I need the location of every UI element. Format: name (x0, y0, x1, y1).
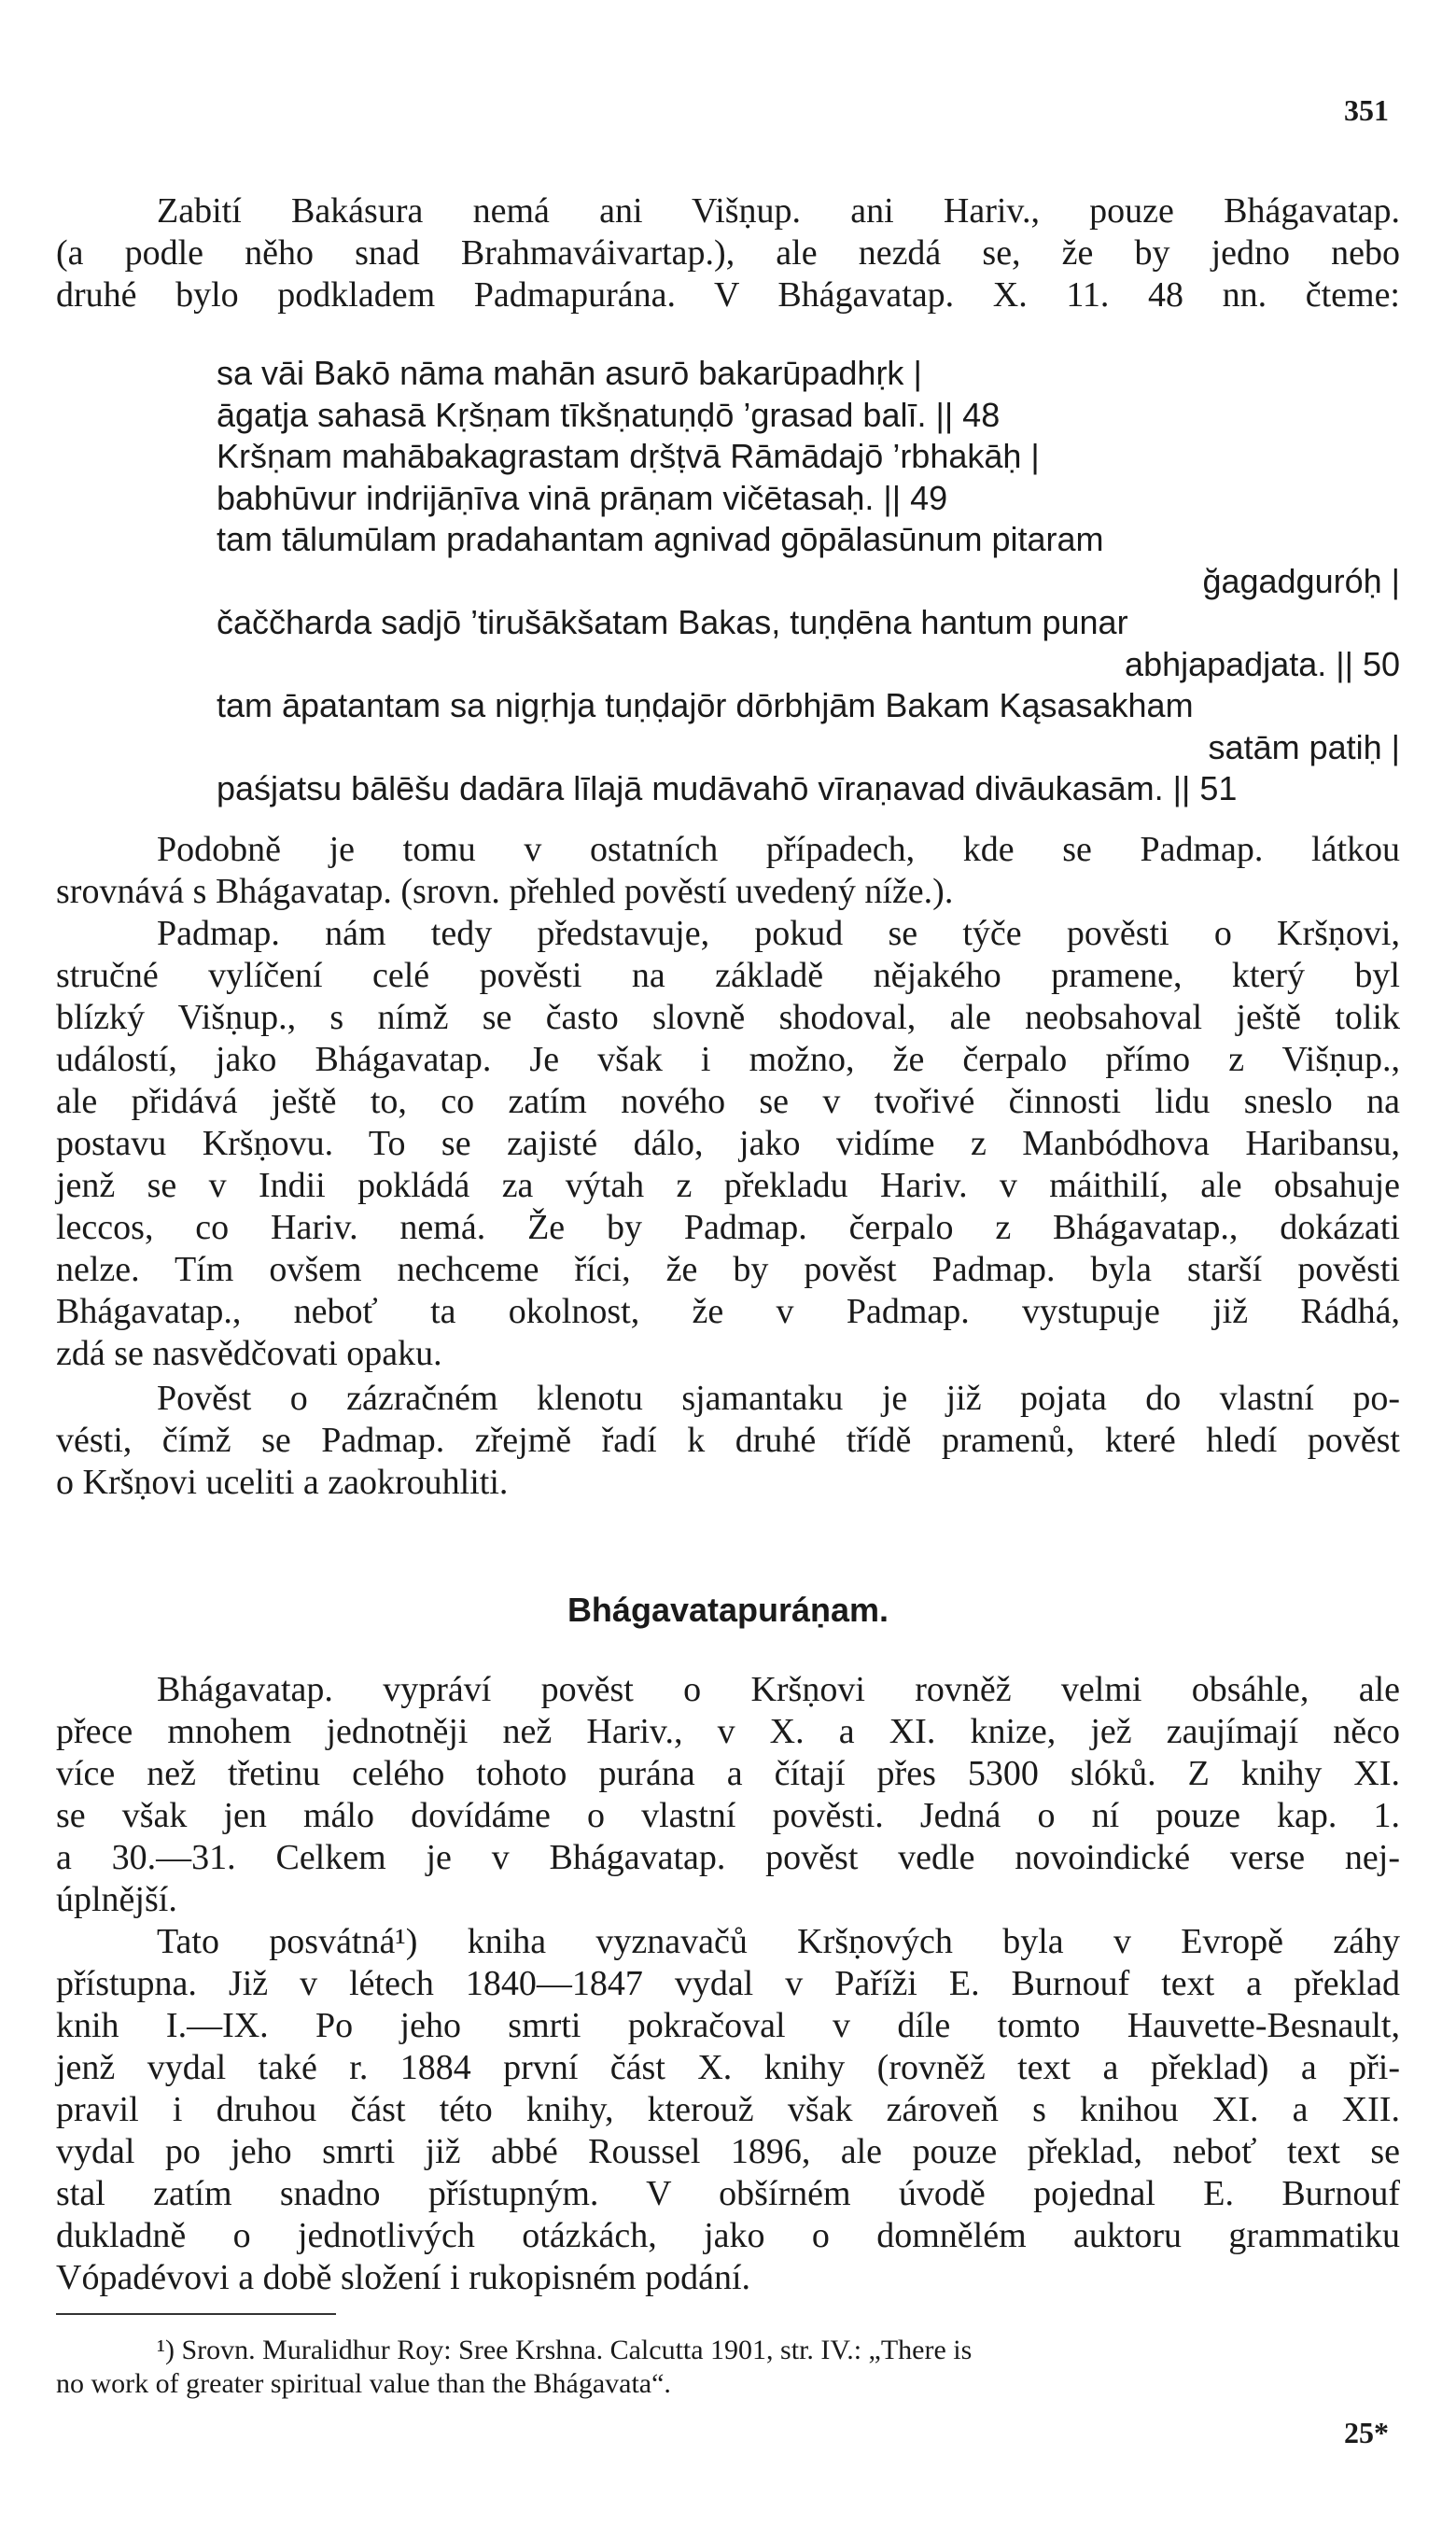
verse-line: sa vāi Bakō nāma mahān asurō bakarūpadhṛk | (217, 354, 922, 392)
verse-line: tam tālumūlam pradahantam agnivad gōpālasūnum pitaram (217, 520, 1104, 558)
text-line: druhé bylo podkladem Padmapurána. V Bhágavatap. X. 11. 48 nn. čteme: (56, 275, 1400, 315)
text-line: jenž vydal také r. 1884 první část X. knihy (rovněž text a překlad) a při- (56, 2048, 1400, 2087)
verse-line: tam āpatantam sa nigṛhja tuṇḍajōr dōrbhjām Bakam Kąsasakham (217, 686, 1194, 724)
verse-line: satām patiḥ | (1208, 727, 1400, 766)
text-line: Pověst o zázračném klenotu sjamantaku je již pojata do vlastní po- (157, 1379, 1400, 1418)
paragraph-6 (56, 1921, 1400, 2299)
text-line: více než třetinu celého tohoto purána a čítají přes 5300 slóků. Z knihy XI. (56, 1754, 1400, 1793)
signature-mark: 25* (1344, 2416, 1389, 2449)
verse-line: abhjapadjata. || 50 (1125, 644, 1400, 683)
text-line: stal zatím snadno přístupným. V obšírném úvodě pojednal E. Burnouf (56, 2174, 1400, 2213)
verse-line: babhūvur indrijāṇīva vinā prāṇam vičētasaḥ. || 49 (217, 478, 948, 517)
text-line: se však jen málo dovídáme o vlastní pověsti. Jedná o ní pouze kap. 1. (56, 1796, 1400, 1835)
text-line: zdá se nasvědčovati opaku. (56, 1334, 442, 1373)
verse-line: paśjatsu bālēšu dadāra līlajā mudāvahō vīraṇavad divāukasām. || 51 (217, 769, 1238, 807)
text-line: přístupna. Již v létech 1840—1847 vydal v Paříži E. Burnouf text a překlad (56, 1964, 1400, 2003)
text-line: Tato posvátná¹) kniha vyznavačů Kršṇových byla v Evropě záhy (157, 1922, 1400, 1961)
paragraph-1 (56, 190, 1400, 316)
page-number: 351 (1344, 93, 1389, 127)
text-line: pravil i druhou část této knihy, kterouž však zároveň s knihou XI. a XII. (56, 2090, 1400, 2129)
text-line: leccos, co Hariv. nemá. Že by Padmap. čerpalo z Bhágavatap., dokázati (56, 1208, 1400, 1247)
verse-line: āgatja sahasā Kṛšṇam tīkšṇatuṇḍō ’grasad balī. || 48 (217, 395, 1001, 434)
footnote-line: ¹) Srovn. Muralidhur Roy: Sree Krshna. Calcutta 1901, str. IV.: „There is (157, 2335, 973, 2365)
verse-line: ğagadguróḥ | (1202, 561, 1400, 600)
text-line: Vópadévovi a době složení i rukopisném podání. (56, 2258, 751, 2297)
text-line: Bhágavatap. vypráví pověst o Kršṇovi rovněž velmi obsáhle, ale (157, 1670, 1400, 1709)
paragraph-5 (56, 1669, 1400, 1921)
text-line: a 30.—31. Celkem je v Bhágavatap. pověst vedle novoindické verse nej- (56, 1838, 1400, 1877)
text-line: o Kršṇovi uceliti a zaokrouhliti. (56, 1463, 509, 1502)
text-line: nelze. Tím ovšem nechceme říci, že by pověst Padmap. byla starší pověsti (56, 1250, 1400, 1289)
section-heading: Bhágavatapuráṇam. (567, 1591, 889, 1629)
text-line: dukladně o jednotlivých otázkách, jako o domnělém auktoru grammatiku (56, 2216, 1400, 2255)
paragraph-3 (56, 913, 1400, 1375)
footnote (56, 2334, 1400, 2401)
text-line: (a podle něho snad Brahmaváivartap.), ale nezdá se, že by jedno nebo (56, 233, 1400, 273)
verse-line: čaččharda sadjō ’tirušākšatam Bakas, tuṇḍēna hantum punar (217, 603, 1128, 641)
text-line: stručné vylíčení celé pověsti na základě nějakého pramene, který byl (56, 956, 1400, 995)
text-line: vésti, čímž se Padmap. zřejmě řadí k druhé třídě pramenů, které hledí pověst (56, 1421, 1400, 1460)
text-line: blízký Višṇup., s nímž se často slovně shodoval, ale neobsahoval ještě tolik (56, 998, 1400, 1037)
paragraph-2 (56, 829, 1400, 913)
text-line: událostí, jako Bhágavatap. Je však i možno, že čerpalo přímo z Višṇup., (56, 1040, 1400, 1079)
text-line: Padmap. nám tedy představuje, pokud se týče pověsti o Kršṇovi, (157, 914, 1400, 953)
text-line: Bhágavatap., neboť ta okolnost, že v Padmap. vystupuje již Rádhá, (56, 1292, 1400, 1331)
sanskrit-verse (217, 353, 1400, 810)
verse-line: Kršṇam mahābakagrastam dṛšṭvā Rāmādajō ’rbhakāḥ | (217, 437, 1040, 475)
text-line: přece mnohem jednotněji než Hariv., v X. a XI. knize, jež zaujímají něco (56, 1712, 1400, 1751)
text-line: úplnější. (56, 1880, 177, 1919)
text-line: postavu Kršṇovu. To se zajisté dálo, jako vidíme z Manbódhova Haribansu, (56, 1124, 1400, 1163)
paragraph-4 (56, 1378, 1400, 1504)
text-line: Zabití Bakásura nemá ani Višṇup. ani Hariv., pouze Bhágavatap. (157, 191, 1400, 231)
footnote-divider (56, 2313, 336, 2315)
footnote-line: no work of greater spiritual value than the Bhágavata“. (56, 2368, 671, 2399)
text-line: Podobně je tomu v ostatních případech, kde se Padmap. látkou (157, 830, 1400, 869)
text-line: vydal po jeho smrti již abbé Roussel 1896, ale pouze překlad, neboť text se (56, 2132, 1400, 2171)
text-line: knih I.—IX. Po jeho smrti pokračoval v díle tomto Hauvette-Besnault, (56, 2006, 1400, 2045)
text-line: ale přidává ještě to, co zatím nového se v tvořivé činnosti lidu sneslo na (56, 1082, 1400, 1121)
text-line: jenž se v Indii pokládá za výtah z překladu Hariv. v máithilí, ale obsahuje (56, 1166, 1400, 1205)
text-line: srovnává s Bhágavatap. (srovn. přehled pověstí uvedený níže.). (56, 872, 954, 911)
